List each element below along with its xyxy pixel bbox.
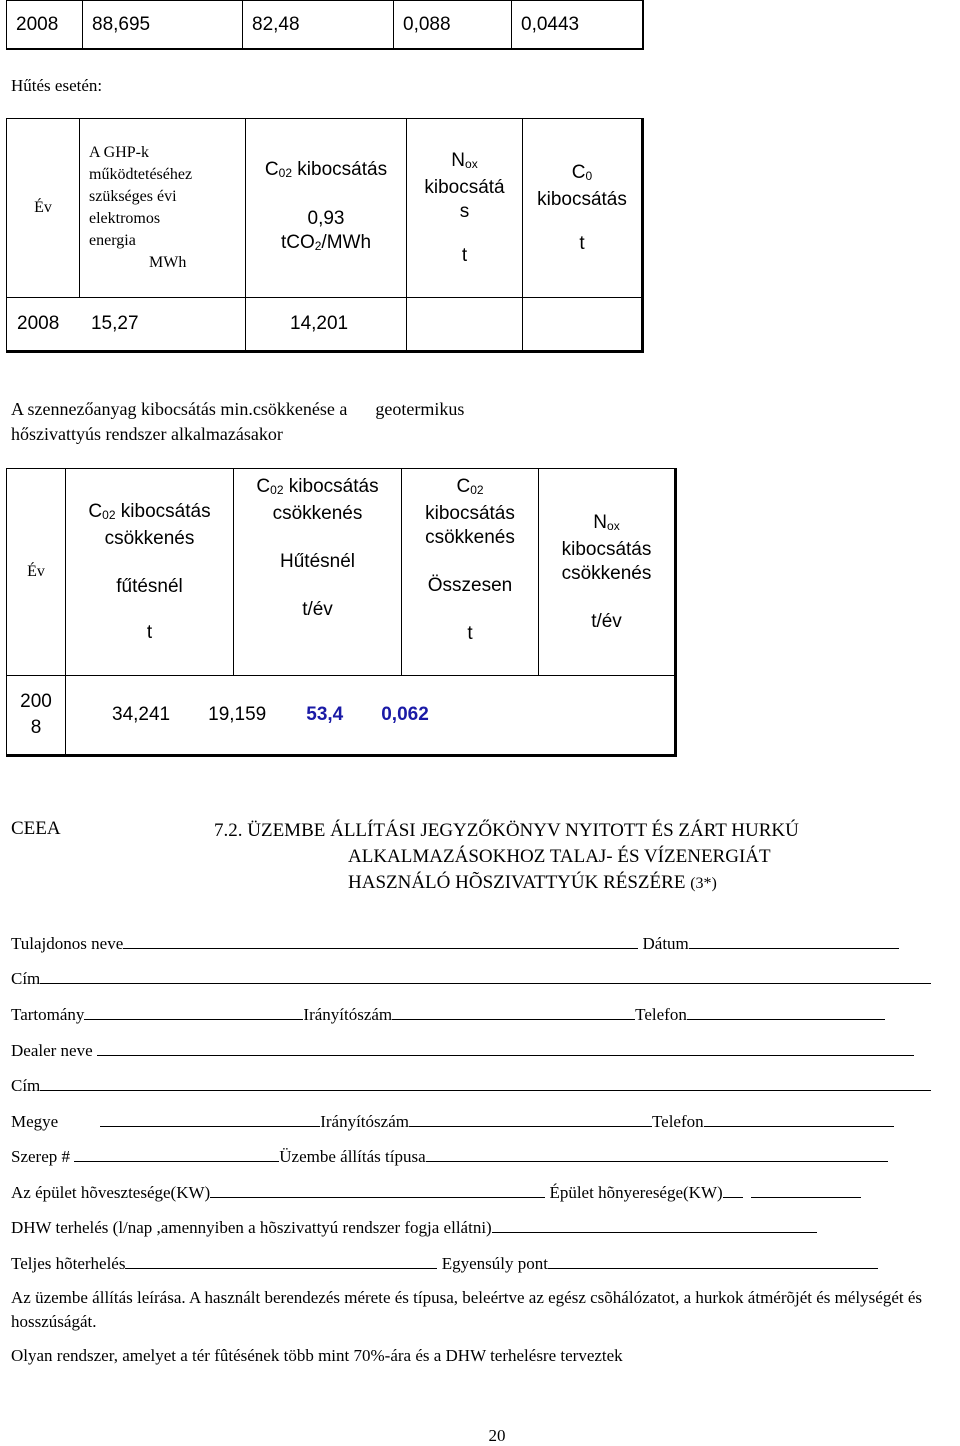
header-line: Összesen [427,575,513,596]
form-row-address2 [11,1073,931,1096]
column-header-c0 [523,119,643,298]
phone-field[interactable] [704,1109,894,1127]
form-row-province [11,1002,885,1025]
header-line: MWh [149,254,187,271]
county-field-cont[interactable] [140,1109,320,1127]
table-cell: 2008 [7,1,83,50]
header-line: $C_0$ [571,161,593,183]
label-county: Megye [11,1112,59,1131]
cell-year: 200 [20,691,52,712]
header-line: elektromos [89,210,161,227]
description-text: Az üzembe állítás leírása. A használt berendezés mérete és típusa, beleértve az egész csõhálózatot, a hurkok átmérõjét és mélységét és hosszúságát. [11,1288,922,1331]
table-cell: 82,48 [243,1,394,50]
form-row-dealer [11,1038,914,1061]
header-line: s [459,200,470,222]
header-line: csökkenés [104,527,195,549]
header-line: A GHP-k [89,144,150,161]
value-heating: 34,241 [112,704,171,725]
dealer-field[interactable] [97,1038,914,1056]
emission-reduction-table [6,468,677,757]
header-line: kibocsátás [537,188,627,210]
value-total: 53,4 [306,704,344,725]
cell-energy: 15,27 [90,313,139,334]
header-line: fűtésnél [116,575,183,597]
header-line: t/év [302,599,333,620]
table-cell: 0,0443 [512,1,644,50]
title-text: hőszivattyús rendszer alkalmazásakor [11,424,283,444]
label-role: Szerep # [11,1147,71,1166]
header-text: Év [27,563,45,580]
owner-field[interactable] [123,931,638,949]
column-header-co2 [246,119,407,298]
title-text: A szennezőanyag kibocsátás min.csökkenése a [11,399,348,419]
cooling-label: Hűtés esetén: [11,76,103,95]
header-text: Év [34,199,52,216]
table-cell [7,298,246,352]
table-row [7,298,643,352]
column-header-co2-total: $C_{02}$ kibocsátás csökkenés Összesen t [402,469,539,676]
address-field[interactable] [40,966,931,984]
label-address: Cím [11,1076,41,1095]
header-line: t [146,621,153,643]
title-line: HASZNÁLÓ HÕSZIVATTYÚK RÉSZÉRE [348,872,686,893]
label-commission-type: Üzembe állítás típusa [279,1147,426,1166]
phone-field[interactable] [687,1002,885,1020]
heat-gain-field-cont[interactable] [751,1180,861,1198]
header-line: $C_{02}$ kibocsátás [264,159,388,180]
form-row-owner [11,931,899,954]
table-cell [66,676,676,756]
header-line: csökkenés [561,562,652,584]
header-line: tCO$_2$/MWh [280,232,372,253]
table-cell [407,298,523,352]
table-cell: 88,695 [83,1,243,50]
label-total-load: Teljes hõterhelés [11,1254,126,1273]
emissions-cooling-table [6,118,644,353]
system-note: Olyan rendszer, amelyet a tér fûtésének több mint 70%-ára és a DHW terhelésre terveztek [11,1346,623,1365]
cell-year: 8 [30,717,42,738]
header-line: t [579,232,585,254]
header-line: $N_{ox}$ [451,149,478,171]
heat-loss-field[interactable] [210,1180,545,1198]
header-line: csökkenés [272,503,363,524]
label-dhw: DHW terhelés (l/nap ,amennyiben a hõszivattyú rendszer fogja ellátni) [11,1218,492,1237]
column-header-nox-reduction: $N_{ox}$ kibocsátás csökkenés t/év [539,469,676,676]
title-line: ALKALMAZÁSOKHOZ TALAJ- ÉS VÍZENERGIÁT [348,846,771,867]
header-line: t [461,244,468,266]
header-line: energia [89,232,136,249]
form-title [214,818,799,897]
header-line: t/év [591,610,622,632]
label-date: Dátum [642,934,689,953]
label-heat-loss: Az épület hõvesztesége(KW) [11,1183,211,1202]
column-header-year [7,469,66,676]
table-row [7,676,676,756]
title-note: (3*) [690,875,717,892]
form-row-county [11,1109,894,1132]
page-number: 20 [488,1426,506,1445]
dhw-field[interactable] [492,1215,817,1233]
label-zip: Irányítószám [303,1005,393,1024]
total-load-field[interactable] [125,1251,437,1269]
province-field[interactable] [84,1002,303,1020]
title-line: 7.2. ÜZEMBE ÁLLÍTÁSI JEGYZŐKÖNYV NYITOTT ÉS ZÁRT HURKÚ [214,820,799,841]
header-line: t [467,623,473,644]
form-row-role [11,1144,888,1167]
label-zip: Irányítószám [320,1112,409,1131]
address-field[interactable] [40,1073,931,1091]
header-line: kibocsátá [424,176,505,198]
table-cell: 14,201 [246,298,407,352]
section-title [11,397,464,447]
heat-gain-field[interactable] [723,1180,743,1198]
county-field[interactable] [100,1109,140,1127]
label-phone: Telefon [635,1005,687,1024]
label-phone: Telefon [651,1112,704,1131]
value-cooling: 19,159 [208,704,267,725]
balance-field[interactable] [548,1251,878,1269]
zip-field[interactable] [392,1002,635,1020]
label-address: Cím [11,969,41,988]
form-row-heat [11,1180,861,1203]
column-header-co2-heating: $C_{02}$ kibocsátás csökkenés fűtésnél t [66,469,234,676]
label-heat-gain: Épület hõnyeresége(KW) [549,1183,723,1202]
label-owner: Tulajdonos neve [11,934,124,953]
form-row-dhw [11,1215,817,1238]
header-line: kibocsátás [561,538,652,560]
table-row [7,1,644,50]
title-text: geotermikus [375,399,465,419]
form-row-address1 [11,966,931,989]
commission-type-field[interactable] [426,1144,888,1162]
header-line: Hűtésnél [280,551,355,572]
column-header-energy [80,119,246,298]
header-line: 0,93 [307,208,345,229]
emissions-heating-table [6,0,644,50]
column-header-year [7,119,80,298]
form-row-load [11,1251,878,1274]
cell-year: 2008 [17,313,60,334]
table-cell: 0,088 [394,1,512,50]
header-line: szükséges évi [89,188,177,205]
header-line: működtetéséhez [89,166,193,183]
value-nox: 0,062 [381,704,429,725]
column-header-nox [407,119,523,298]
zip-field[interactable] [409,1109,652,1127]
role-field[interactable] [74,1144,279,1162]
table-cell [7,676,66,756]
label-province: Tartomány [11,1005,85,1024]
table-header-row [7,119,643,298]
header-line: csökkenés [425,527,515,548]
table-cell [523,298,643,352]
label-dealer: Dealer neve [11,1041,93,1060]
org-label: CEEA [11,818,61,839]
header-line: kibocsátás [425,503,515,524]
column-header-co2-cooling: $C_{02}$ kibocsátás csökkenés Hűtésnél t/év [234,469,402,676]
date-field[interactable] [689,931,899,949]
table-header-row [7,469,676,676]
label-balance: Egyensúly pont [441,1254,548,1273]
